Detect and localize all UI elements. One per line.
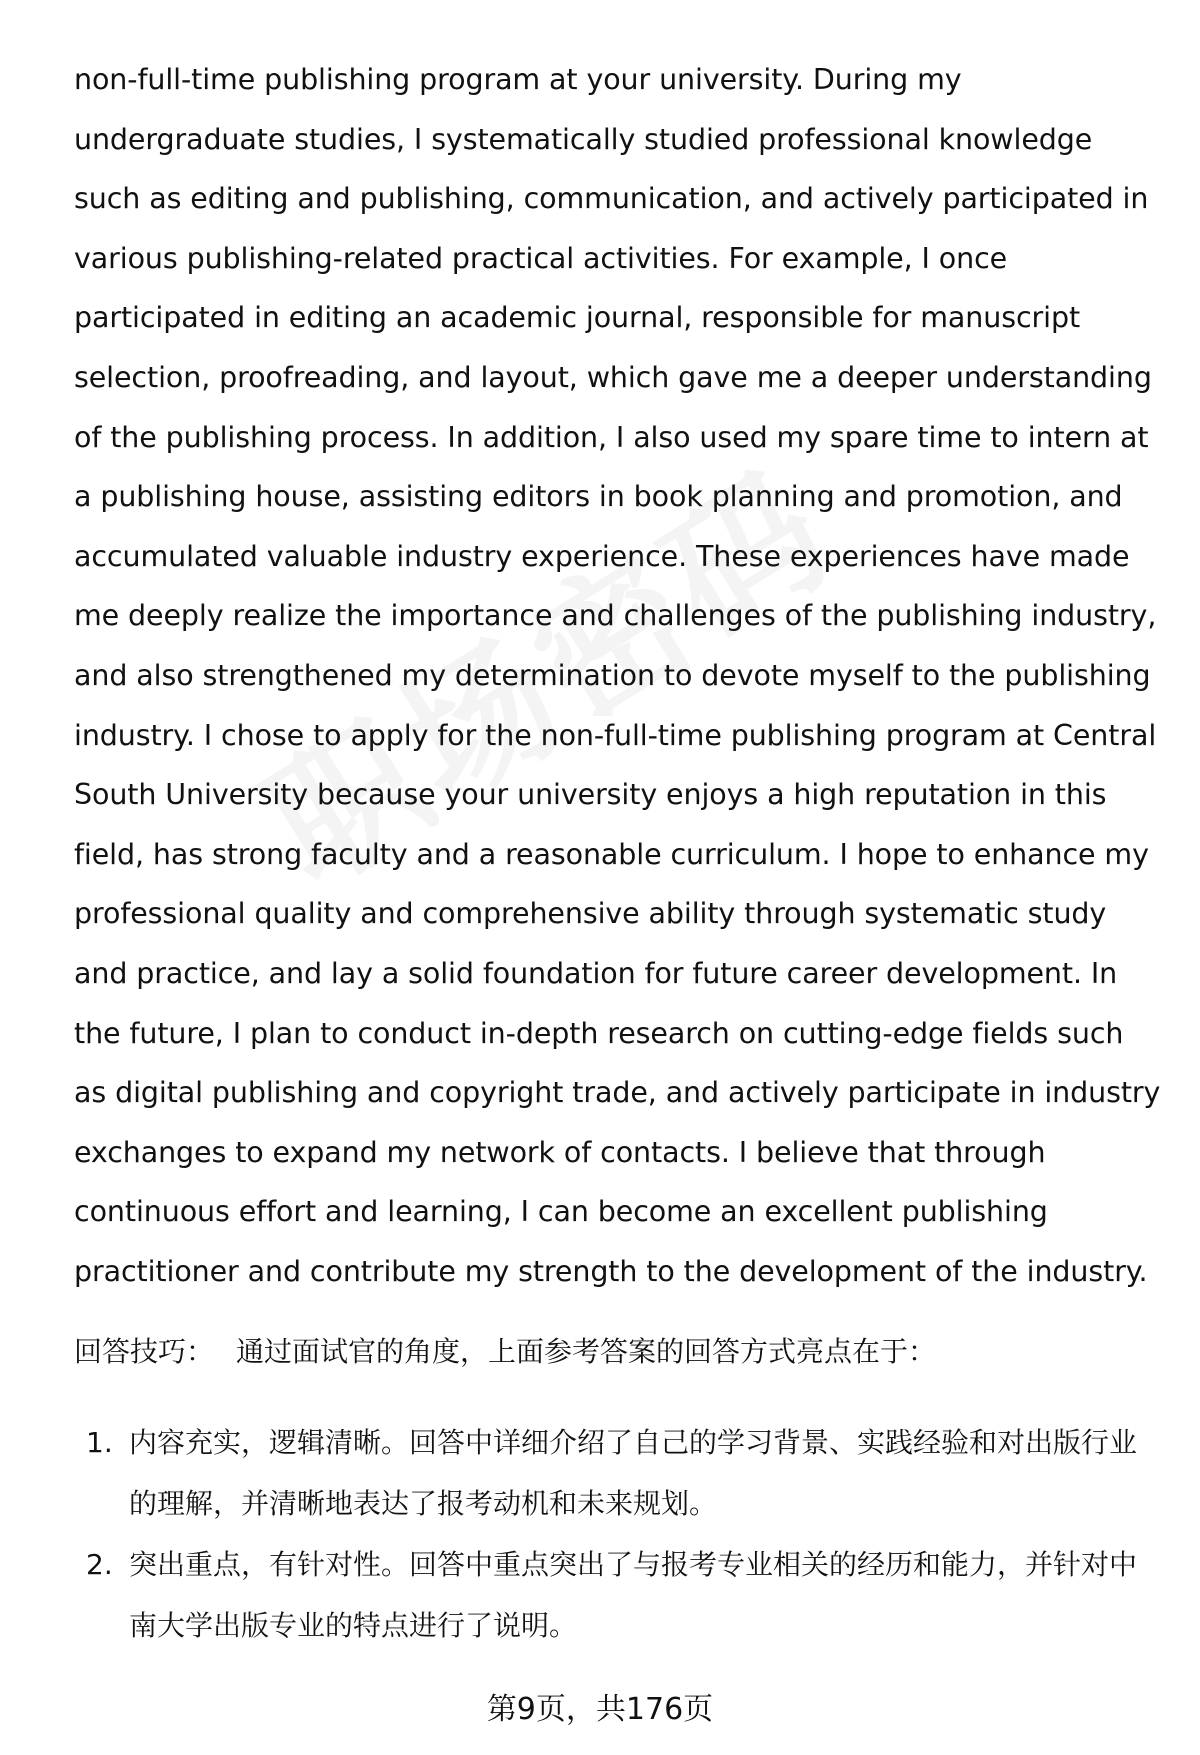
list-item — [74, 1412, 1164, 1534]
list-item — [74, 1534, 1164, 1656]
tips-intro: 通过面试官的角度，上面参考答案的回答方式亮点在于： — [236, 1335, 937, 1368]
list-item-text: 内容充实，逻辑清晰。回答中详细介绍了自己的学习背景、实践经验和对出版行业的理解，并清晰地表达了报考动机和未来规划。 — [129, 1426, 1138, 1520]
page-number: 第9页，共176页 — [486, 1692, 714, 1727]
tips-list — [74, 1412, 1164, 1656]
essay-paragraph: non-full-time publishing program at your university. During my undergraduate studies, I systematically studied professional knowledge such as editing and publishing, communication, and actively participated in various publishing-related practical activities. For example, I once participated in editing an academic journal, responsible for manuscript selection, proofreading, and layout, which gave me a deeper understanding of the publishing process. In addition, I also used my spare time to intern at a publishing house, assisting editors in book planning and promotion, and accumulated valuable industry experience. These experiences have made me deeply realize the importance and challenges of the publishing industry, and also strengthened my determination to devote myself to the publishing industry. I chose to apply for the non-full-time publishing program at Central South University because your university enjoys a high reputation in this field, has strong faculty and a reasonable curriculum. I hope to enhance my professional quality and comprehensive ability through systematic study and practice, and lay a solid foundation for future career development. In the future, I plan to conduct in-depth research on cutting-edge fields such as digital publishing and copyright trade, and actively participate in industry exchanges to expand my network of contacts. I believe that through continuous effort and learning, I can become an excellent publishing practitioner and contribute my strength to the development of the industry. — [74, 63, 1161, 1288]
list-item-text: 突出重点，有针对性。回答中重点突出了与报考专业相关的经历和能力，并针对中南大学出版专业的特点进行了说明。 — [129, 1548, 1138, 1642]
tips-label: 回答技巧： — [74, 1335, 215, 1368]
list-item-number: 1. — [86, 1426, 113, 1459]
list-item-number: 2. — [86, 1548, 113, 1581]
tips-heading — [74, 1332, 936, 1372]
